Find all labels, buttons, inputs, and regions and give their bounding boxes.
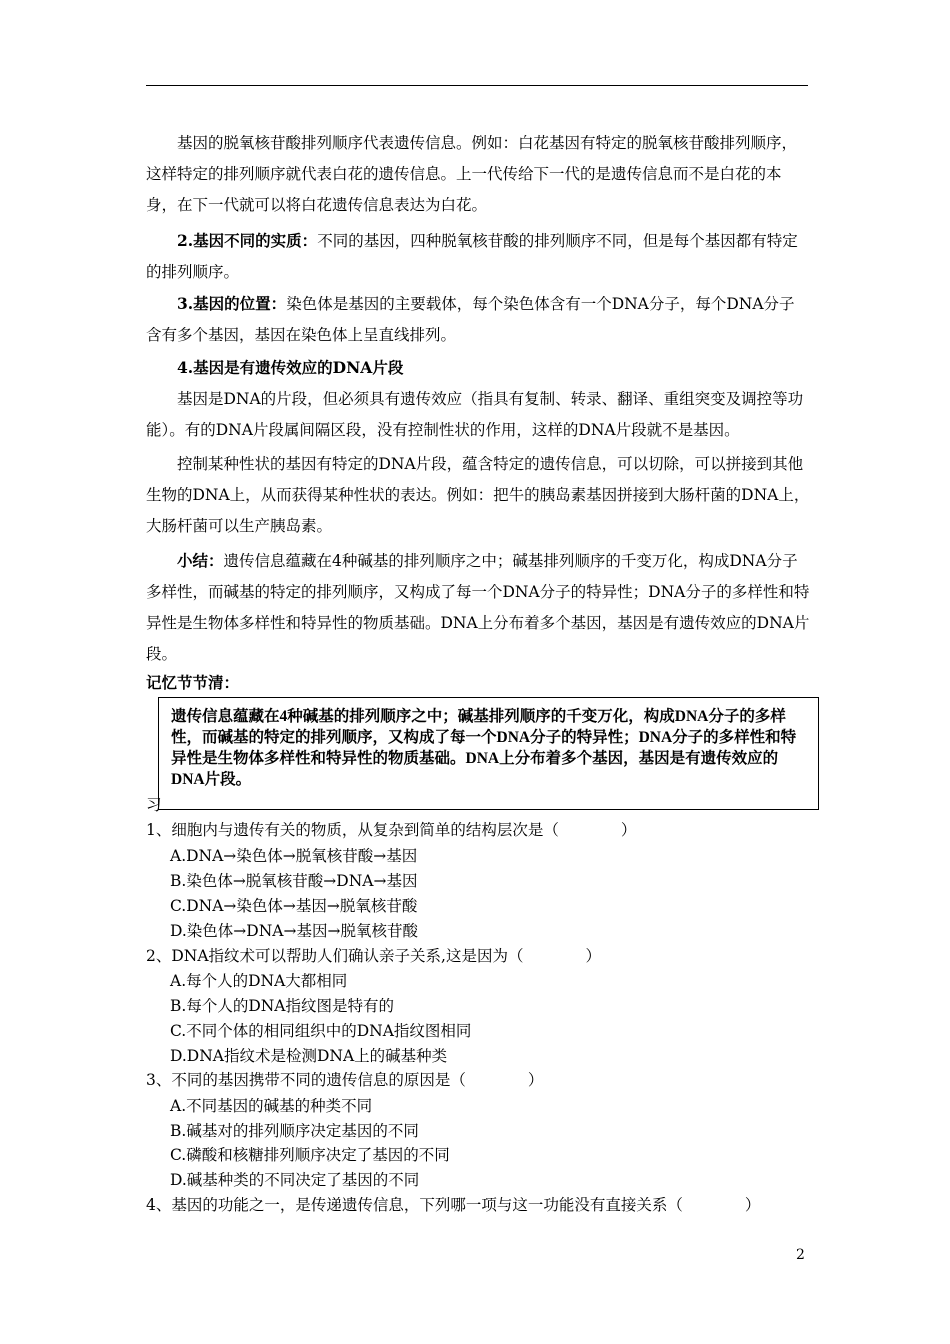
question-1-option-d: D.染色体→DNA→基因→脱氧核苷酸	[170, 922, 418, 940]
question-3-option-c: C.磷酸和核糖排列顺序决定了基因的不同	[170, 1146, 450, 1164]
summary-title: 小结：	[177, 551, 224, 570]
question-3-option-d: D.碱基种类的不同决定了基因的不同	[170, 1171, 420, 1189]
question-2-option-c: C.不同个体的相同组织中的DNA指纹图相同	[170, 1022, 472, 1040]
section-4-paragraph-a: 基因是DNA的片段，但必须具有遗传效应（指具有复制、转录、翻译、重组突变及调控等功能）。有的DNA片段属间隔区段，没有控制性状的作用，这样的DNA片段就不是基因。	[146, 390, 804, 439]
question-1-option-a: A.DNA→染色体→脱氧核苷酸→基因	[170, 847, 418, 865]
section-3-title: 3.基因的位置：	[177, 294, 287, 313]
question-3-option-b: B.碱基对的排列顺序决定基因的不同	[170, 1122, 419, 1140]
question-2-option-b: B.每个人的DNA指纹图是特有的	[170, 997, 395, 1015]
exercise-label: 习	[146, 796, 162, 814]
section-3-paragraph	[146, 288, 810, 351]
header-rule	[146, 85, 808, 86]
question-1-option-c: C.DNA→染色体→基因→脱氧核苷酸	[170, 897, 418, 915]
section-2-text: 不同的基因，四种脱氧核苷酸的排列顺序不同，但是每个基因都有特定的排列顺序。	[146, 232, 798, 281]
section-4-paragraph-b: 控制某种性状的基因有特定的DNA片段，蕴含特定的遗传信息，可以切除，可以拼接到其他生物的DNA上，从而获得某种性状的表达。例如：把牛的胰岛素基因拼接到大肠杆菌的DNA上，大肠杆菌可以生产胰岛素。	[146, 455, 810, 535]
question-2-option-a: A.每个人的DNA大都相同	[170, 972, 348, 990]
question-2-option-d: D.DNA指纹术是检测DNA上的碱基种类	[170, 1047, 448, 1065]
summary-text: 遗传信息蕴藏在4种碱基的排列顺序之中；碱基排列顺序的千变万化，构成DNA分子多样性，而碱基的特定的排列顺序，又构成了每一个DNA分子的特异性；DNA分子的多样性和特异性是生物体多样性和特异性的物质基础。DNA上分布着多个基因，基因是有遗传效应的DNA片段。	[146, 552, 810, 663]
question-2: 2、DNA指纹术可以帮助人们确认亲子关系,这是因为（ ）	[146, 947, 601, 965]
page-number: 2	[796, 1247, 805, 1263]
intro-paragraph: 基因的脱氧核苷酸排列顺序代表遗传信息。例如：白花基因有特定的脱氧核苷酸排列顺序，这样特定的排列顺序就代表白花的遗传信息。上一代传给下一代的是遗传信息而不是白花的本身，在下一代就可以将白花遗传信息表达为白花。	[146, 134, 798, 214]
memory-box	[158, 697, 819, 810]
section-4-title: 4.基因是有遗传效应的DNA片段	[177, 358, 404, 377]
question-3: 3、不同的基因携带不同的遗传信息的原因是（ ）	[146, 1071, 544, 1089]
section-2-paragraph	[146, 225, 810, 288]
question-3-option-a: A.不同基因的碱基的种类不同	[170, 1097, 373, 1115]
memory-title: 记忆节节清：	[146, 673, 240, 692]
question-4: 4、基因的功能之一，是传递遗传信息，下列哪一项与这一功能没有直接关系（ ）	[146, 1196, 761, 1214]
memory-box-text: 遗传信息蕴藏在4种碱基的排列顺序之中；碱基排列顺序的千变万化，构成DNA分子的多样性，而碱基的特定的排列顺序，又构成了每一个DNA分子的特异性；DNA分子的多样性和特异性是生物体多样性和特异性的物质基础。DNA上分布着多个基因，基因是有遗传效应的DNA片段。	[171, 708, 797, 788]
question-1: 1、细胞内与遗传有关的物质，从复杂到简单的结构层次是（ ）	[146, 821, 637, 839]
section-3-text: 染色体是基因的主要载体，每个染色体含有一个DNA分子，每个DNA分子含有多个基因，基因在染色体上呈直线排列。	[146, 295, 795, 344]
section-2-title: 2.基因不同的实质：	[177, 231, 318, 250]
question-1-option-b: B.染色体→脱氧核苷酸→DNA→基因	[170, 872, 418, 890]
summary-paragraph	[146, 545, 810, 670]
